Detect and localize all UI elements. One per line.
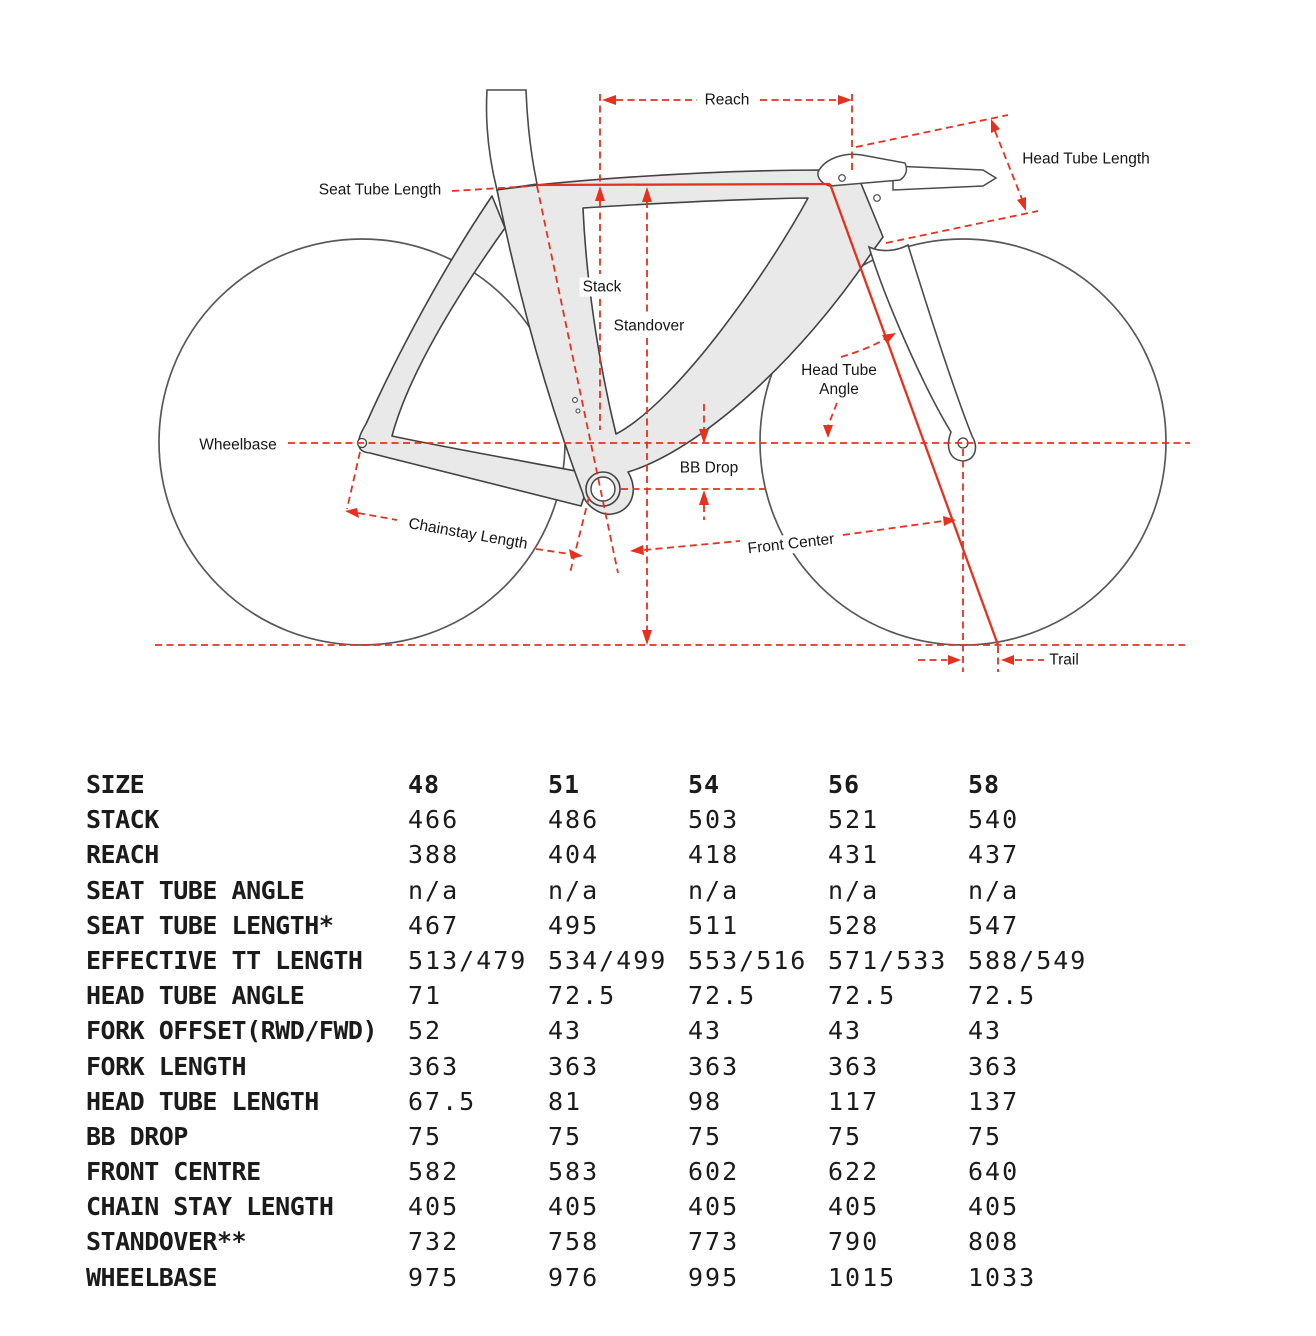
- table-row: [86, 911, 1296, 946]
- label-seat-tube-length: Seat Tube Length: [316, 181, 444, 200]
- table-row: [86, 805, 1296, 840]
- cell-value: 622: [828, 1157, 880, 1187]
- label-trail: Trail: [1046, 651, 1082, 670]
- row-label: FORK OFFSET(RWD/FWD): [86, 1016, 378, 1046]
- cell-value: 81: [548, 1086, 583, 1116]
- cell-value: 758: [548, 1227, 600, 1257]
- cell-value: 363: [408, 1051, 460, 1081]
- row-label: CHAIN STAY LENGTH: [86, 1192, 334, 1222]
- cell-value: 583: [548, 1157, 600, 1187]
- frame-port-2: [576, 409, 580, 413]
- row-label: REACH: [86, 840, 159, 870]
- geometry-table-body: [86, 805, 1296, 1298]
- cell-value: n/a: [408, 875, 460, 905]
- row-label: SIZE: [86, 770, 145, 799]
- row-label: SEAT TUBE ANGLE: [86, 875, 305, 905]
- cell-value: 43: [968, 1016, 1003, 1046]
- cell-value: 405: [968, 1192, 1020, 1222]
- cell-value: 405: [828, 1192, 880, 1222]
- table-row: [86, 1157, 1296, 1192]
- row-label: WHEELBASE: [86, 1262, 217, 1292]
- cell-value: 553/516: [688, 945, 808, 975]
- stem-bolt: [839, 175, 846, 182]
- cell-value: 405: [688, 1192, 740, 1222]
- cell-value: 52: [408, 1016, 443, 1046]
- cell-value: 98: [688, 1086, 723, 1116]
- aero-extension: [893, 166, 996, 190]
- table-row: [86, 1263, 1296, 1298]
- cell-value: 976: [548, 1262, 600, 1292]
- cell-value: 405: [548, 1192, 600, 1222]
- cell-value: 582: [408, 1157, 460, 1187]
- cell-value: n/a: [688, 875, 740, 905]
- row-label: SEAT TUBE LENGTH*: [86, 910, 334, 940]
- cell-value: n/a: [548, 875, 600, 905]
- steering-axis-line: [830, 184, 998, 645]
- cell-value: 513/479: [408, 945, 528, 975]
- stem-top-cover: [818, 154, 907, 186]
- cell-value: 48: [408, 770, 441, 799]
- table-row: [86, 946, 1296, 981]
- label-chainstay-length: Chainstay Length: [404, 514, 532, 555]
- label-head-tube-angle-line2: Angle: [819, 381, 859, 398]
- seat-post: [486, 90, 537, 190]
- cell-value: 43: [828, 1016, 863, 1046]
- cell-value: 75: [968, 1121, 1003, 1151]
- cell-value: 72.5: [548, 981, 617, 1011]
- cell-value: 72.5: [688, 981, 757, 1011]
- table-row: [86, 1087, 1296, 1122]
- row-label: STACK: [86, 805, 159, 835]
- bottom-bracket-hole: [591, 477, 615, 501]
- cell-value: 486: [548, 805, 600, 835]
- label-wheelbase: Wheelbase: [196, 436, 280, 455]
- cell-value: 995: [688, 1262, 740, 1292]
- row-label: HEAD TUBE LENGTH: [86, 1086, 319, 1116]
- cell-value: 75: [548, 1121, 583, 1151]
- table-row: [86, 1227, 1296, 1262]
- label-reach: Reach: [702, 91, 753, 110]
- table-header-row: [86, 770, 1296, 805]
- label-bb-drop: BB Drop: [677, 459, 742, 478]
- cell-value: 75: [828, 1121, 863, 1151]
- cell-value: 72.5: [968, 981, 1037, 1011]
- cell-value: 363: [968, 1051, 1020, 1081]
- cell-value: 431: [828, 840, 880, 870]
- label-stack: Stack: [580, 278, 625, 297]
- cell-value: 1033: [968, 1262, 1037, 1292]
- geometry-table: [86, 770, 1296, 1298]
- cell-value: 602: [688, 1157, 740, 1187]
- cell-value: 790: [828, 1227, 880, 1257]
- table-row: [86, 840, 1296, 875]
- cell-value: 540: [968, 805, 1020, 835]
- cell-value: 75: [408, 1121, 443, 1151]
- frame-port-1: [573, 398, 578, 403]
- cell-value: 117: [828, 1086, 880, 1116]
- table-row: [86, 1192, 1296, 1227]
- row-label: STANDOVER**: [86, 1227, 247, 1257]
- cell-value: 43: [548, 1016, 583, 1046]
- cell-value: 56: [828, 770, 861, 799]
- cell-value: n/a: [968, 875, 1020, 905]
- cell-value: 466: [408, 805, 460, 835]
- table-row: [86, 981, 1296, 1016]
- label-head-tube-angle-line1: Head Tube: [801, 362, 877, 379]
- cell-value: 528: [828, 910, 880, 940]
- cell-value: 503: [688, 805, 740, 835]
- cell-value: 72.5: [828, 981, 897, 1011]
- cell-value: 534/499: [548, 945, 668, 975]
- cell-value: 511: [688, 910, 740, 940]
- cell-value: 58: [968, 770, 1001, 799]
- cell-value: 405: [408, 1192, 460, 1222]
- cell-value: 732: [408, 1227, 460, 1257]
- label-front-center: Front Center: [744, 529, 839, 558]
- cell-value: 54: [688, 770, 721, 799]
- headset-bolt: [874, 195, 881, 202]
- cell-value: 363: [828, 1051, 880, 1081]
- cell-value: 975: [408, 1262, 460, 1292]
- cell-value: 363: [548, 1051, 600, 1081]
- cell-value: 418: [688, 840, 740, 870]
- cell-value: 51: [548, 770, 581, 799]
- top-tube-datum-line: [537, 184, 830, 185]
- cell-value: 75: [688, 1121, 723, 1151]
- table-row: [86, 1122, 1296, 1157]
- cell-value: 808: [968, 1227, 1020, 1257]
- table-row: [86, 1052, 1296, 1087]
- label-standover: Standover: [611, 317, 688, 336]
- row-label: FORK LENGTH: [86, 1051, 247, 1081]
- cell-value: 547: [968, 910, 1020, 940]
- cell-value: 404: [548, 840, 600, 870]
- row-label: EFFECTIVE TT LENGTH: [86, 945, 363, 975]
- cell-value: 388: [408, 840, 460, 870]
- table-row: [86, 1016, 1296, 1051]
- label-head-tube-angle: [798, 361, 880, 399]
- cell-value: 437: [968, 840, 1020, 870]
- label-head-tube-length: Head Tube Length: [1019, 150, 1153, 169]
- cell-value: 495: [548, 910, 600, 940]
- row-label: FRONT CENTRE: [86, 1157, 261, 1187]
- cell-value: 773: [688, 1227, 740, 1257]
- table-row: [86, 876, 1296, 911]
- cell-value: 588/549: [968, 945, 1088, 975]
- cell-value: 43: [688, 1016, 723, 1046]
- cell-value: 640: [968, 1157, 1020, 1187]
- cell-value: 137: [968, 1086, 1020, 1116]
- cell-value: 71: [408, 981, 443, 1011]
- cell-value: 467: [408, 910, 460, 940]
- cell-value: 363: [688, 1051, 740, 1081]
- row-label: HEAD TUBE ANGLE: [86, 981, 305, 1011]
- cell-value: 67.5: [408, 1086, 477, 1116]
- cell-value: 1015: [828, 1262, 897, 1292]
- cell-value: 571/533: [828, 945, 948, 975]
- cell-value: 521: [828, 805, 880, 835]
- cell-value: n/a: [828, 875, 880, 905]
- fork-blade: [869, 245, 975, 461]
- row-label: BB DROP: [86, 1121, 188, 1151]
